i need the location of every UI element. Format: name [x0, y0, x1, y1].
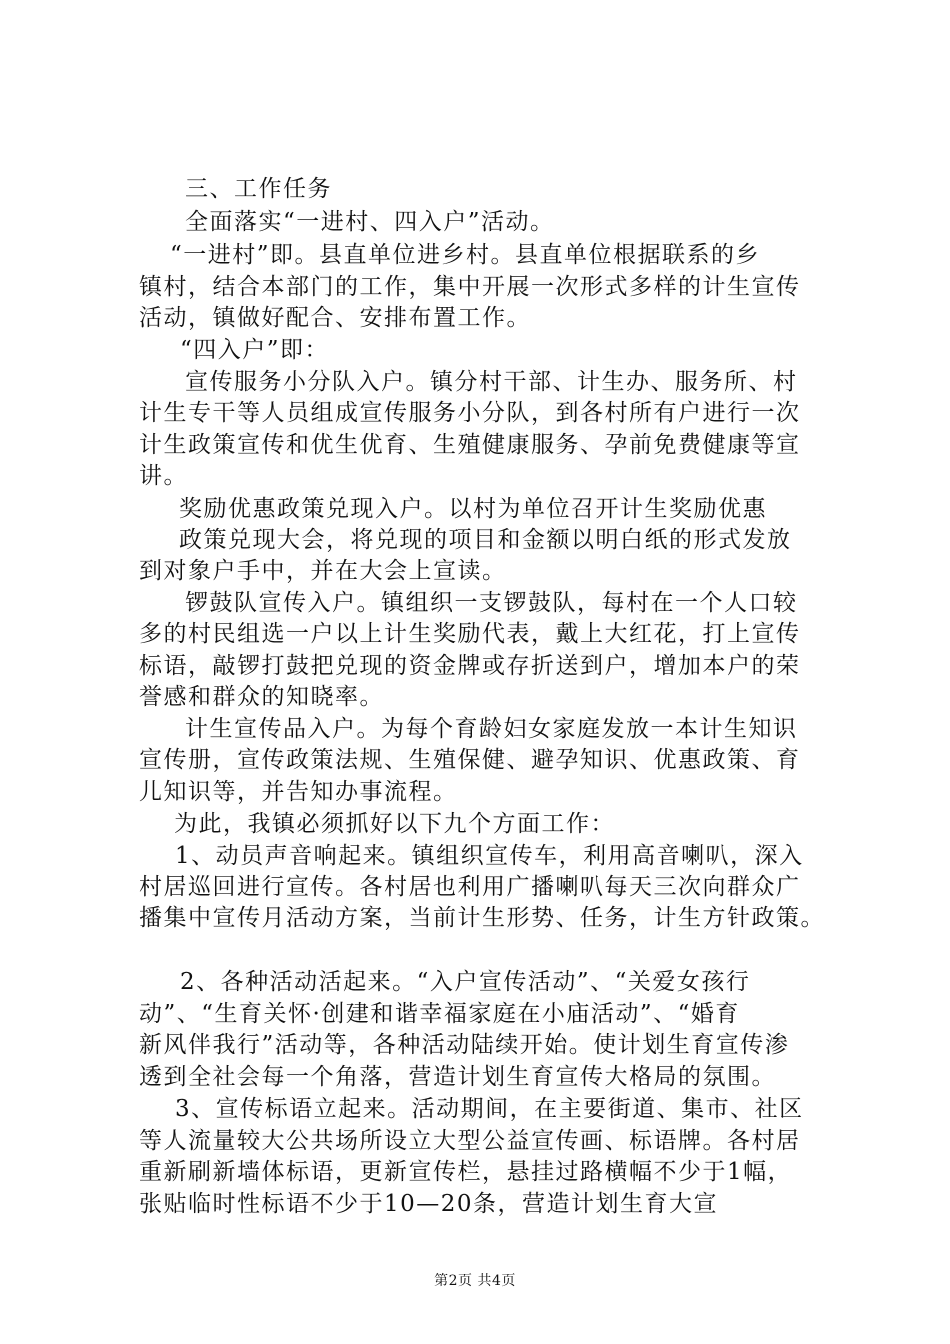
text-line: 政策兑现大会，将兑现的项目和金额以明白纸的形式发放: [179, 527, 792, 553]
text-line: 宣传服务小分队入户。镇分村干部、计生办、服务所、村: [185, 369, 798, 395]
text-line: 3、宣传标语立起来。活动期间，在主要街道、集市、社区: [175, 1096, 804, 1122]
text-line: 讲。: [139, 463, 188, 489]
text-line: 镇村，结合本部门的工作，集中开展一次形式多样的计生宣传: [139, 274, 801, 300]
text-line: 儿知识等，并告知办事流程。: [139, 779, 458, 805]
section-heading: 三、工作任务: [185, 176, 332, 202]
text-line: 透到全社会每一个角落，营造计划生育宣传大格局的氛围。: [139, 1064, 776, 1090]
text-line: 播集中宣传月活动方案，当前计生形势、任务，计生方针政策。: [139, 905, 825, 931]
text-line: 计生专干等人员组成宣传服务小分队，到各村所有户进行一次: [139, 400, 801, 426]
page-number-footer: 第2页 共4页: [434, 1273, 516, 1289]
text-line: “一进村”即。县直单位进乡村。县直单位根据联系的乡: [170, 242, 761, 268]
text-line: 活动，镇做好配合、安排布置工作。: [139, 305, 531, 331]
text-line: 宣传册，宣传政策法规、生殖保健、避孕知识、优惠政策、育: [139, 747, 801, 773]
text-line: 等人流量较大公共场所设立大型公益宣传画、标语牌。各村居: [139, 1128, 801, 1154]
text-line: 村居巡回进行宣传。各村居也利用广播喇叭每天三次向群众广: [139, 874, 801, 900]
text-line: 重新刷新墙体标语，更新宣传栏，悬挂过路横幅不少于1幅，: [139, 1159, 793, 1185]
text-line: 计生宣传品入户。为每个育龄妇女家庭发放一本计生知识: [185, 716, 798, 742]
text-line: 张贴临时性标语不少于10—20条，营造计划生育大宣: [139, 1191, 719, 1217]
text-line: 动”、“生育关怀·创建和谐幸福家庭在小庙活动”、“婚育: [139, 1001, 740, 1027]
text-line: 为此，我镇必须抓好以下九个方面工作：: [174, 811, 615, 837]
text-line: 标语，敲锣打鼓把兑现的资金牌或存折送到户，增加本户的荣: [139, 653, 801, 679]
text-line: 计生政策宣传和优生优育、生殖健康服务、孕前免费健康等宣: [139, 432, 801, 458]
text-line: “四入户”即：: [180, 337, 330, 363]
text-line: 锣鼓队宣传入户。镇组织一支锣鼓队，每村在一个人口较: [185, 590, 798, 616]
text-line: 2、各种活动活起来。“入户宣传活动”、“关爱女孩行: [180, 969, 751, 995]
text-line: 全面落实“一进村、四入户”活动。: [185, 209, 555, 235]
text-line: 奖励优惠政策兑现入户。以村为单位召开计生奖励优惠: [179, 496, 767, 522]
text-line: 1、动员声音响起来。镇组织宣传车，利用高音喇叭，深入: [175, 843, 804, 869]
text-line: 到对象户手中，并在大会上宣读。: [139, 558, 507, 584]
text-line: 新风伴我行”活动等，各种活动陆续开始。使计划生育宣传渗: [139, 1032, 790, 1058]
text-line: 誉感和群众的知晓率。: [139, 684, 384, 710]
text-line: 多的村民组选一户以上计生奖励代表，戴上大红花，打上宣传: [139, 621, 801, 647]
